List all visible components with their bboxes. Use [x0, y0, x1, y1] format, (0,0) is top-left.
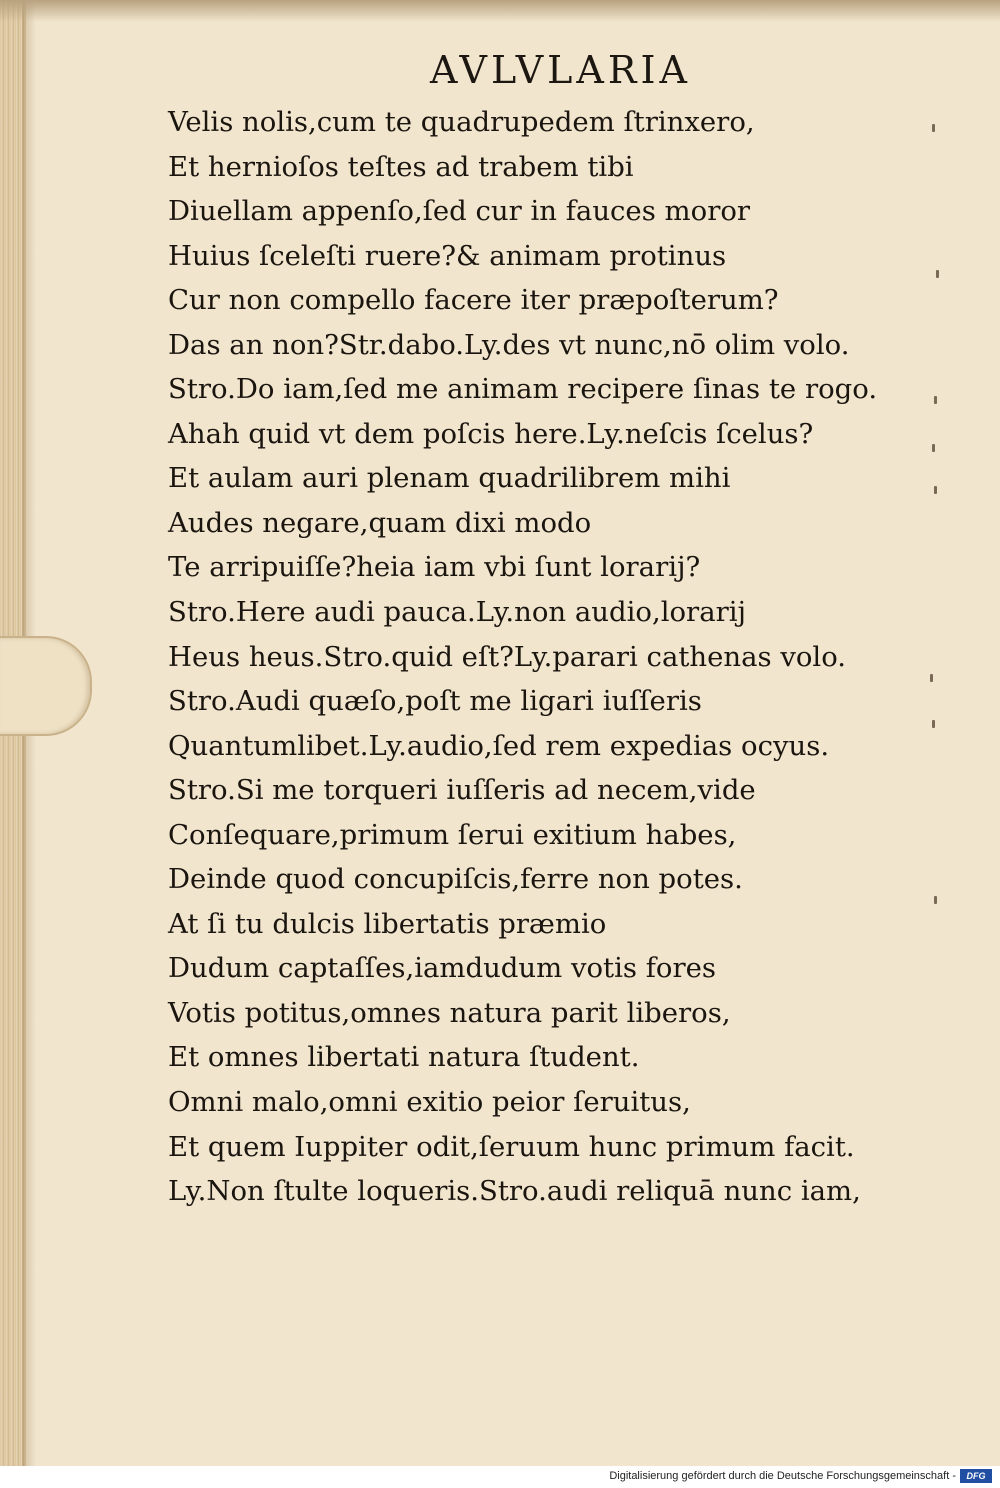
verse-line: Et aulam auri plenam quadrilibrem mihi — [168, 462, 731, 495]
verse-line: At ſi tu dulcis libertatis præmio — [168, 907, 607, 940]
verse-line: Stro.Do iam,ſed me animam recipere ſinas te rogo. — [168, 373, 878, 406]
margin-mark — [936, 270, 939, 278]
verse-line: Te arripuiſſe?heia iam vbi ſunt lorarij? — [168, 551, 701, 584]
verse-line: Et hernioſos teſtes ad trabem tibi — [168, 150, 634, 183]
verse-line: Quantumlibet.Ly.audio,ſed rem expedias ocyus. — [168, 729, 830, 762]
dfg-logo-icon: DFG — [960, 1469, 992, 1483]
verse-line: Votis potitus,omnes natura parit liberos, — [168, 996, 731, 1029]
margin-mark — [930, 674, 933, 682]
bleed-through-marks — [928, 100, 948, 1250]
margin-mark — [934, 486, 937, 494]
verse-line: Heus heus.Stro.quid eſt?Ly.parari cathenas volo. — [168, 640, 847, 673]
page-tab-marker — [0, 636, 92, 736]
verse-line: Et omnes libertati natura ſtudent. — [168, 1041, 640, 1074]
verse-line: Diuellam appenſo,ſed cur in fauces moror — [168, 195, 751, 228]
verse-line: Huius ſceleſti ruere?& animam protinus — [168, 239, 727, 272]
verse-line: Et quem Iuppiter odit,ſeruum hunc primum facit. — [168, 1130, 855, 1163]
running-head: AVLVLARIA — [430, 48, 691, 92]
verse-line: Dudum captaſſes,iamdudum votis fores — [168, 952, 716, 985]
margin-mark — [932, 124, 935, 132]
top-edge-shadow — [0, 0, 1000, 22]
verse-line: Velis nolis,cum te quadrupedem ſtrinxero, — [168, 106, 755, 138]
verse-line: Das an non?Str.dabo.Ly.des vt nunc,nō olim volo. — [168, 328, 850, 361]
verse-line: Cur non compello facere iter præpoſterum? — [168, 284, 779, 317]
verse-line: Stro.Here audi pauca.Ly.non audio,lorarij — [168, 596, 747, 629]
verse-line: Stro.Si me torqueri iuſſeris ad necem,vide — [168, 774, 756, 807]
margin-mark — [932, 444, 935, 452]
verse-line: Stro.Audi quæſo,poſt me ligari iuſſeris — [168, 685, 702, 718]
margin-mark — [932, 720, 935, 728]
verse-line: Audes negare,quam dixi modo — [168, 506, 592, 539]
verse-line: Omni malo,omni exitio peior ſeruitus, — [168, 1086, 691, 1119]
digitization-footer — [0, 1466, 1000, 1488]
verse-text-block — [168, 100, 928, 1214]
verse-line: Deinde quod concupiſcis,ferre non potes. — [168, 863, 743, 896]
verse-line: Ahah quid vt dem poſcis here.Ly.neſcis ſcelus? — [168, 417, 814, 450]
verse-line: Conſequare,primum ſerui exitium habes, — [168, 818, 737, 851]
verse-line: Ly.Non ſtulte loqueris.Stro.audi reliquā nunc iam, — [168, 1175, 861, 1208]
margin-mark — [934, 396, 937, 404]
margin-mark — [934, 896, 937, 904]
funding-credit: Digitalisierung gefördert durch die Deutsche Forschungsgemeinschaft - — [609, 1470, 956, 1482]
